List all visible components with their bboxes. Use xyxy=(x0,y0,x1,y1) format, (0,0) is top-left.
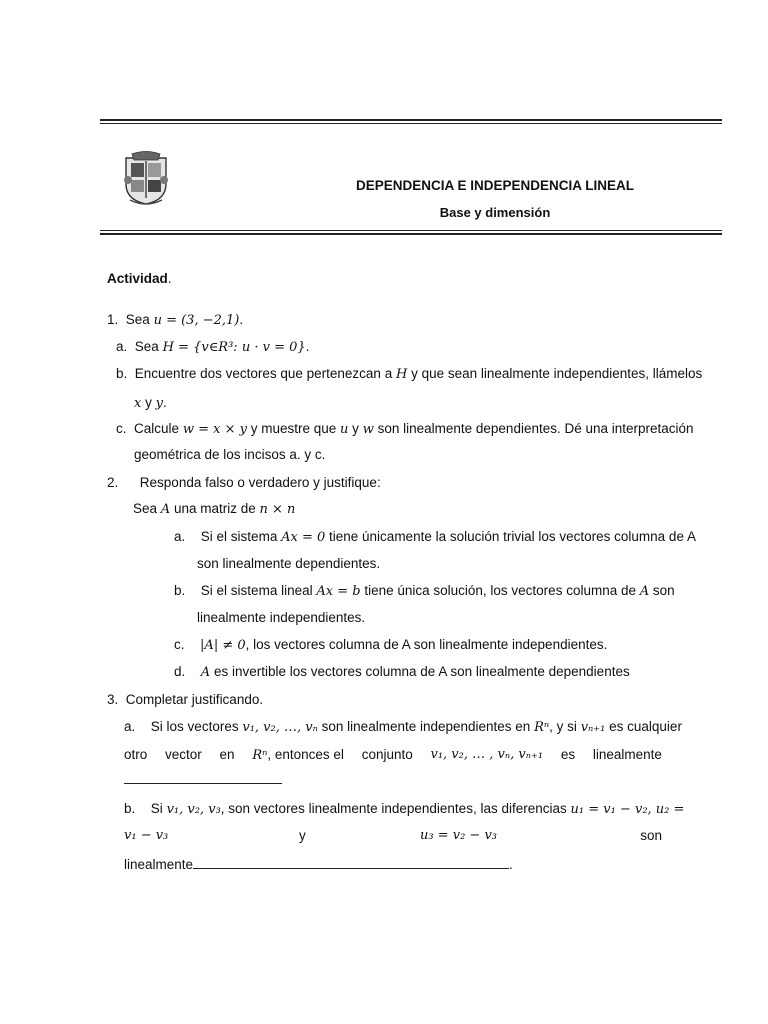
item-letter: b. xyxy=(174,583,186,598)
document-title: DEPENDENCIA E INDEPENDENCIA LINEAL xyxy=(355,178,635,193)
item-text: Calcule xyxy=(134,421,180,436)
determinant-condition: |A| ≠ 0 xyxy=(200,638,246,653)
set-h-definition: H = {v∈R³: u · v = 0} xyxy=(162,340,306,355)
item-end: . xyxy=(509,857,513,872)
item-text: en xyxy=(219,747,235,762)
item-text: son xyxy=(640,828,662,843)
question-3b xyxy=(124,801,684,818)
question-3a-line2 xyxy=(124,747,662,764)
item-letter: a. xyxy=(116,339,128,354)
item-letter: b. xyxy=(124,801,136,816)
question-2b xyxy=(174,583,675,600)
document-subtitle: Base y dimensión xyxy=(439,205,551,220)
math-rn: Rⁿ xyxy=(534,720,550,735)
header-bottom-rule-thin xyxy=(100,230,722,231)
item-text: Completar justificando. xyxy=(125,692,264,707)
difference-u1-u2: u₁ = v₁ − v₂, u₂ = xyxy=(570,802,685,817)
question-2a-continued: son linealmente dependientes. xyxy=(197,556,381,571)
vector-u-definition: u = (3, −2,1) xyxy=(153,313,240,328)
item-letter: c. xyxy=(174,637,185,652)
question-1-statement xyxy=(107,312,243,329)
question-2-matrix-def xyxy=(133,501,295,518)
math-h: H xyxy=(395,367,408,382)
math-y: y xyxy=(155,396,163,411)
math-w: w xyxy=(362,422,374,437)
linear-system: Ax = b xyxy=(316,584,361,599)
item-text: Responda falso o verdadero y justifique: xyxy=(139,475,381,490)
math-a: A xyxy=(200,665,211,680)
question-2-number: 2. xyxy=(107,475,119,490)
item-text: Encuentre dos vectores que pertenezcan a xyxy=(134,366,393,381)
question-2c xyxy=(174,637,607,654)
question-3-number: 3. xyxy=(107,692,119,707)
difference-u3: u₃ = v₂ − v₃ xyxy=(420,828,498,843)
item-text: son xyxy=(652,583,675,598)
item-text: y muestre que xyxy=(250,421,337,436)
activity-label: Actividad xyxy=(107,271,168,286)
item-text: Si los vectores xyxy=(150,719,239,734)
item-text: linealmente xyxy=(124,857,194,872)
university-seal-logo xyxy=(122,150,170,206)
item-letter: d. xyxy=(174,664,186,679)
item-text: Si el sistema xyxy=(200,529,278,544)
question-1c-continued: geométrica de los incisos a. y c. xyxy=(134,447,326,462)
question-1a xyxy=(116,339,309,356)
question-1c xyxy=(116,421,694,438)
item-text: , son vectores linealmente independientes, las diferencias xyxy=(220,801,567,816)
matrix-size: n × n xyxy=(259,502,296,517)
question-1-number: 1. xyxy=(107,312,119,327)
question-1-end: . xyxy=(239,312,244,327)
question-2-statement xyxy=(107,475,381,491)
item-text: tiene únicamente la solución trivial los vectores columna de A xyxy=(329,529,696,544)
header-top-rule-thick xyxy=(100,119,722,121)
question-2b-continued: linealmente independientes. xyxy=(197,610,366,625)
header-bottom-rule-thick xyxy=(100,233,722,235)
question-1-intro: Sea xyxy=(125,312,150,327)
item-text: es xyxy=(560,747,576,762)
item-letter: a. xyxy=(174,529,186,544)
item-text: , y si xyxy=(549,719,577,734)
item-text: tiene única solución, los vectores columna de xyxy=(364,583,636,598)
homogeneous-system: Ax = 0 xyxy=(281,530,326,545)
math-vn1: vₙ₊₁ xyxy=(580,720,606,735)
vector-list: v₁, v₂, …, vₙ xyxy=(242,720,318,735)
question-3a-answer-blank[interactable] xyxy=(124,771,282,788)
item-end: . xyxy=(305,339,310,354)
item-text: y xyxy=(352,421,359,436)
item-text: y xyxy=(145,395,152,410)
activity-heading xyxy=(107,271,172,287)
item-text: Sea xyxy=(133,501,158,516)
item-letter: a. xyxy=(124,719,136,734)
question-3a xyxy=(124,719,682,736)
question-1b xyxy=(116,366,702,383)
item-text: otro xyxy=(124,747,148,762)
item-end: . xyxy=(162,395,167,410)
vector-list: v₁, v₂, v₃ xyxy=(166,802,221,817)
math-a: A xyxy=(160,502,171,517)
question-3-statement xyxy=(107,692,263,708)
item-text: Sea xyxy=(134,339,159,354)
math-x: x xyxy=(134,396,142,411)
header-top-rule-thin xyxy=(100,123,722,124)
math-u: u xyxy=(340,422,349,437)
item-text: Si el sistema lineal xyxy=(200,583,313,598)
item-text: Si xyxy=(150,801,163,816)
item-text: , los vectores columna de A son linealmente independientes. xyxy=(245,637,608,652)
item-text: y que sean linealmente independientes, llámelos xyxy=(411,366,703,381)
math-rn: Rⁿ xyxy=(252,748,268,763)
question-2d xyxy=(174,664,630,681)
item-text: una matriz de xyxy=(173,501,256,516)
item-text: es invertible los vectores columna de A son linealmente dependientes xyxy=(213,664,630,679)
math-a: A xyxy=(639,584,650,599)
item-text: linealmente xyxy=(592,747,662,762)
item-text: , entonces el xyxy=(267,747,344,762)
item-text: son linealmente independientes en xyxy=(321,719,531,734)
item-text: es cualquier xyxy=(609,719,682,734)
vector-set: v₁, v₂, … , vₙ, vₙ₊₁ xyxy=(430,747,544,762)
item-text: y xyxy=(299,828,306,843)
question-2a xyxy=(174,529,696,546)
question-3b-line3 xyxy=(124,856,513,873)
item-letter: c. xyxy=(116,421,127,436)
item-text: conjunto xyxy=(361,747,413,762)
item-text: vector xyxy=(165,747,202,762)
difference-v1-v3: v₁ − v₃ xyxy=(124,828,169,843)
question-3b-answer-blank[interactable] xyxy=(193,856,509,869)
cross-product-formula: w = x × y xyxy=(182,422,247,437)
item-text: son linealmente dependientes. Dé una interpretación xyxy=(377,421,694,436)
item-letter: b. xyxy=(116,366,128,381)
activity-period: . xyxy=(167,271,172,286)
question-1b-continued xyxy=(134,395,167,412)
